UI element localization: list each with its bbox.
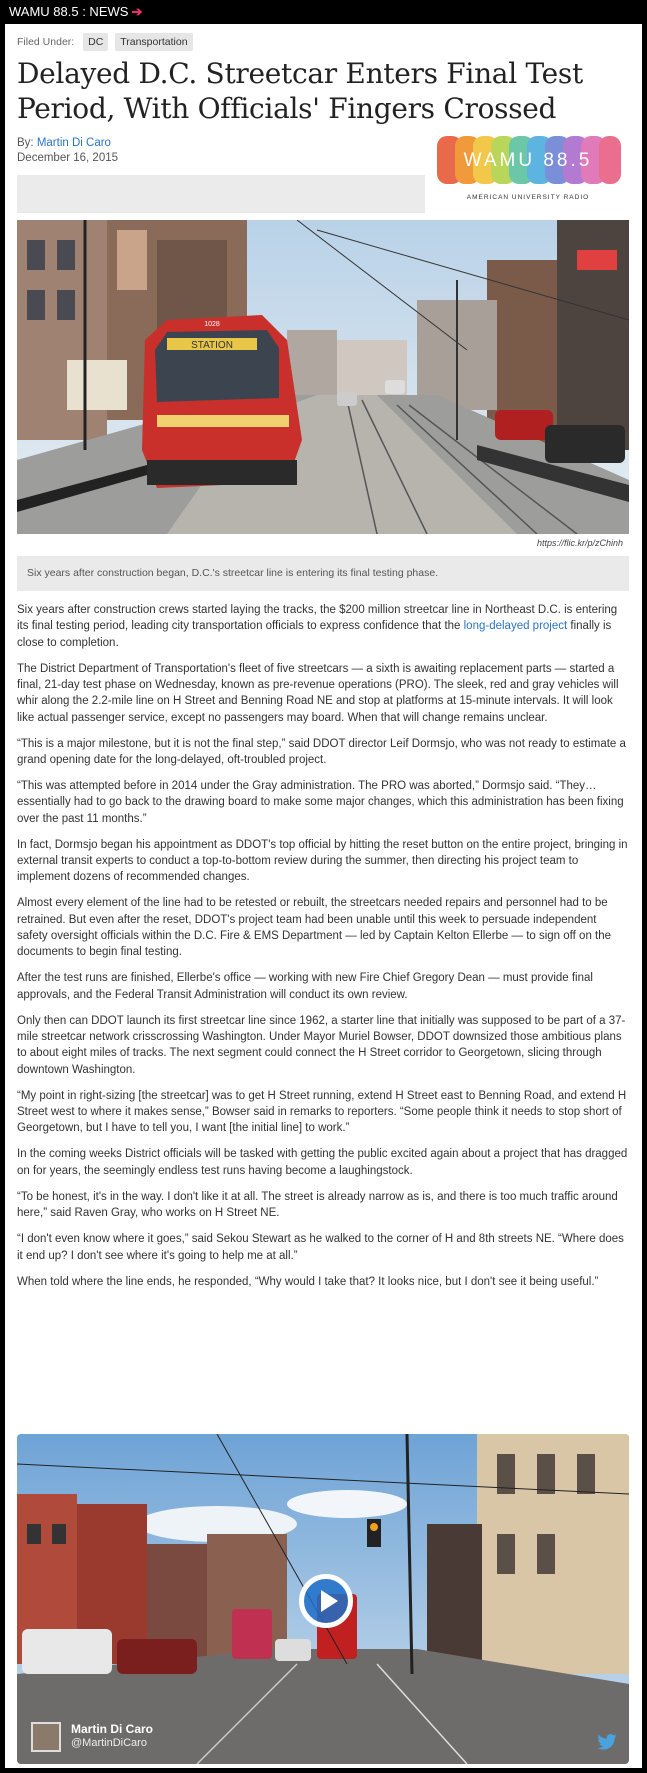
paragraph: In fact, Dormsjo began his appointment as DDOT's top official by hitting the reset button on the entire project, bringing in external transit experts to conduct a top-to-bottom review during the summer, then directing his project team to implement dozens of recommended changes.: [17, 838, 628, 884]
logo-text: WAMU 88.5: [463, 150, 593, 171]
streetcar-number: 1028: [204, 321, 220, 328]
byline: [17, 136, 111, 151]
paragraph: After the test runs are finished, Ellerbe's office — working with new Fire Chief Gregory Dean — must provide final approvals, and the Federal Transit Administration will conduct its own review.: [17, 972, 593, 1001]
tag-dc[interactable]: DC: [83, 33, 108, 51]
filed-under: [17, 33, 193, 51]
paragraph: The District Department of Transportation's fleet of five streetcars — a sixth is awaiting replacement parts — started a final, 21-day test phase on Wednesday, known as pre-revenue operations (PRO). The sleek, red and gray vehicles will whir along the 2.2-mile line on H Street and Benning Road NE and stop at platforms at 15-minute intervals. It will look like actual passenger service, except no passengers may board. When that will change remains unclear.: [17, 662, 619, 724]
twitter-icon[interactable]: [597, 1734, 617, 1750]
author-link[interactable]: Martin Di Caro: [36, 137, 111, 149]
site-header-bar: [0, 0, 647, 24]
paragraph-text: Six years after construction crews started laying the tracks, the $200 million streetcar line in Northeast D.C. is entering its final testing period, leading city transportation officials to express confidence that the: [17, 604, 618, 633]
article-frame: [5, 24, 642, 1768]
arrow-right-icon: ➔: [131, 4, 143, 19]
video-author-name[interactable]: Martin Di Caro: [71, 1722, 154, 1736]
wamu-logo: [429, 136, 627, 212]
paragraph: “To be honest, it's in the way. I don't like it at all. The street is already narrow as is, and there is too much traffic around here,” said Raven Gray, who works on H Street NE.: [17, 1190, 618, 1220]
paragraph: “I don't even know where it goes,” said Sekou Stewart as he walked to the corner of H and 8th streets NE. “Where does it end up? I don't see where it's going to help me at all.”: [17, 1233, 624, 1262]
paragraph: Almost every element of the line had to be retested or rebuilt, the streetcars needed repairs and personnel had to be retrained. But even after the reset, DDOT's project team had been unable until this week to persuade independent safety oversight officials within the D.C. Fire & EMS Department — led by Captain Kelton Ellerbe — to sign off on the documents to begin final testing.: [17, 897, 612, 959]
publish-date: December 16, 2015: [17, 152, 119, 164]
article-title: Delayed D.C. Streetcar Enters Final Test Period, With Officials' Fingers Crossed: [17, 57, 583, 125]
streetcar-sign: STATION: [191, 340, 233, 351]
paragraph: Only then can DDOT launch its first streetcar line since 1962, a starter line that initially was supposed to be part of a 37-mile streetcar network crisscrossing Washington. Under Mayor Muriel Bowser, DDOT downsized those ambitious plans to about eight miles of tracks. The next segment could connect the H Street corridor to Georgetown, slicing through downtown Washington.: [17, 1014, 626, 1076]
paragraph: [17, 602, 629, 651]
video-player[interactable]: [17, 1434, 629, 1764]
video-author-handle[interactable]: @MartinDiCaro: [71, 1737, 147, 1749]
paragraph: In the coming weeks District officials will be tasked with getting the public excited again about a project that has dragged on for years, the seemingly endless test runs having become a laughingstock.: [17, 1148, 628, 1177]
avatar[interactable]: [31, 1722, 61, 1752]
photo-caption: Six years after construction began, D.C.'s streetcar line is entering its final testing phase.: [17, 556, 629, 591]
byline-label: By:: [17, 137, 34, 149]
long-delayed-project-link[interactable]: long-delayed project: [463, 620, 568, 633]
photo-credit: https://flic.kr/p/zChinh: [536, 538, 623, 548]
site-section-link[interactable]: WAMU 88.5 : NEWS: [9, 4, 129, 19]
logo-subtitle: AMERICAN UNIVERSITY RADIO: [466, 194, 590, 201]
paragraph: “My point in right-sizing [the streetcar] was to get H Street running, extend H Street east to Benning Road, and extend H Street west to where it makes sense,” Bowser said in remarks to reporters. “Some people think it needs to stop short of Georgetown, but I have to tell you, I want [the initial line] to work.”: [17, 1089, 627, 1135]
play-button[interactable]: [299, 1574, 353, 1628]
tag-transportation[interactable]: Transportation: [115, 33, 192, 51]
paragraph: When told where the line ends, he responded, “Why would I take that? It looks nice, but I don't see it being useful.”: [17, 1275, 599, 1288]
streetcar-photo: [17, 220, 629, 534]
article-body: [17, 602, 629, 1300]
share-bar-placeholder: [17, 175, 425, 213]
paragraph-text: finally is close to completion.: [17, 620, 612, 649]
paragraph: “This is a major milestone, but it is not the final step,” said DDOT director Leif Dormsjo, who was not ready to estimate a grand opening date for the long-delayed, oft-troubled project.: [17, 737, 626, 766]
paragraph: “This was attempted before in 2014 under the Gray administration. The PRO was aborted,” Dormsjo said. “They…essentially had to go back to the drawing board to make some major changes, which this administration has been fixing over the past 11 months.”: [17, 780, 624, 825]
filed-under-label: Filed Under:: [17, 36, 75, 48]
